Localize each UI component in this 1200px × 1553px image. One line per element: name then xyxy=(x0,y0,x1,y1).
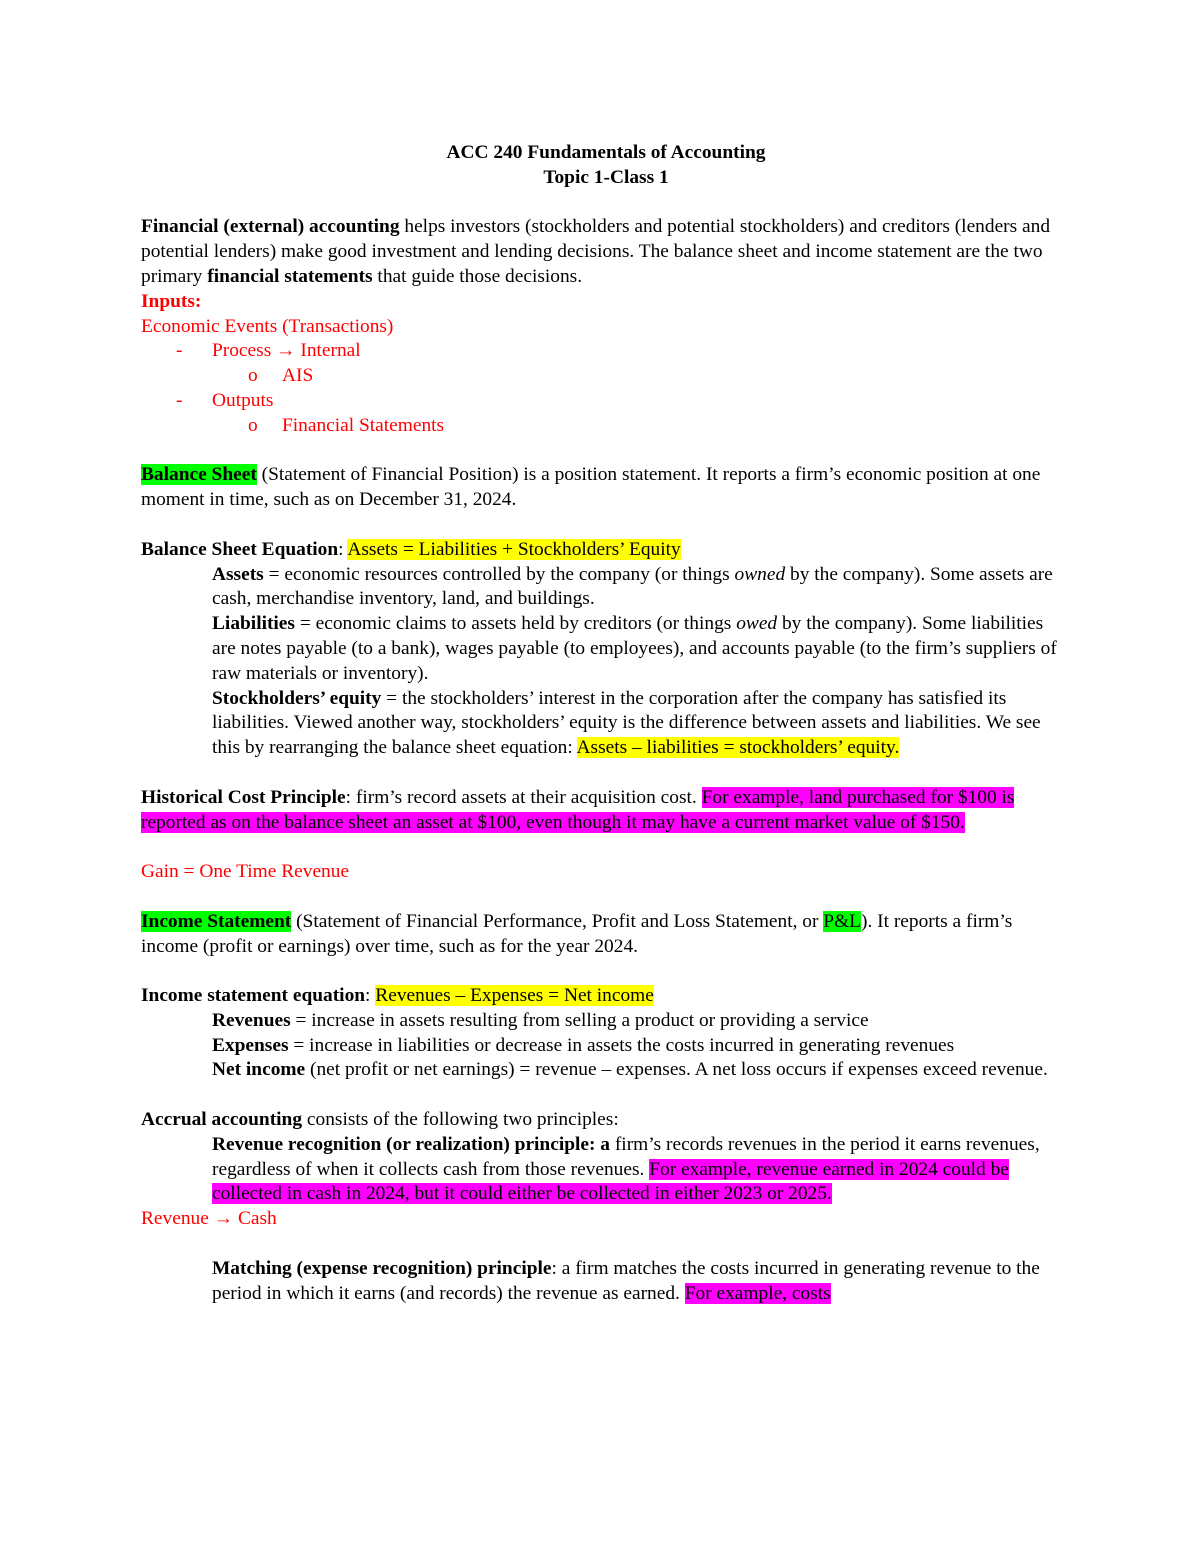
gain-line: Gain = One Time Revenue xyxy=(141,861,350,883)
intro-term-2: financial statements xyxy=(207,265,373,287)
list-item-financial-statements: o Financial Statements xyxy=(141,414,1071,439)
list-item-outputs: - Outputs xyxy=(141,389,1071,414)
list-item-ais: o AIS xyxy=(141,364,1071,389)
revenue-cash-line: Revenue → Cash xyxy=(141,1208,277,1230)
right-arrow-icon: → xyxy=(213,1208,234,1230)
expenses-definition: Expenses = increase in liabilities or decrease in assets the costs incurred in generating revenues xyxy=(212,1034,955,1056)
title-line-2: Topic 1-Class 1 xyxy=(543,166,669,188)
income-statement-term: Income Statement xyxy=(141,910,292,932)
circle-bullet: o xyxy=(248,414,258,436)
bs-equation-line: Balance Sheet Equation: Assets = Liabilities + Stockholders’ Equity xyxy=(141,538,681,560)
is-equation-highlight: Revenues – Expenses = Net income xyxy=(375,985,654,1007)
liabilities-definition: Liabilities = economic claims to assets held by creditors (or things owed by the company). Some liabilities are notes payable (to a bank), wages payable (to employees), and accounts payable (to the firm’s suppliers of raw materials or inventory). xyxy=(212,613,1057,684)
stockholders-equity-definition: Stockholders’ equity = the stockholders’ interest in the corporation after the company has satisfied its liabilities. Viewed another way, stockholders’ equity is the difference between assets and liabilities. We see this by rearranging the balance sheet equation: Assets – liabilities = stockholders’ equity. xyxy=(212,687,1041,759)
document-body xyxy=(141,141,1071,1306)
is-equation-line: Income statement equation: Revenues – Expenses = Net income xyxy=(141,985,654,1007)
circle-bullet: o xyxy=(248,365,258,387)
dash-bullet: - xyxy=(176,389,183,411)
assets-definition: Assets = economic resources controlled by the company (or things owned by the company). Some assets are cash, merchandise inventory, land, and buildings. xyxy=(212,563,1053,610)
right-arrow-icon: → xyxy=(276,340,296,362)
revenues-definition: Revenues = increase in assets resulting from selling a product or providing a service xyxy=(212,1009,869,1031)
net-income-definition: Net income (net profit or net earnings) = revenue – expenses. A net loss occurs if expenses exceed revenue. xyxy=(212,1059,1048,1081)
income-statement-paragraph: Income Statement (Statement of Financial Performance, Profit and Loss Statement, or P&L). It reports a firm’s income (profit or earnings) over time, such as for the year 2024. xyxy=(141,910,1013,957)
revenue-recognition-definition: Revenue recognition (or realization) principle: a firm’s records revenues in the period it earns revenues, regardless of when it collects cash from those revenues. For example, revenue earned in 2024 could be collected in cash in 2024, but it could either be collected in either 2023 or 2025. xyxy=(212,1133,1040,1205)
historical-cost-example: For example, land purchased for $100 is reported as on the balance sheet an asset at $100, even though it may have a current market value of $150. xyxy=(141,786,1015,833)
dash-bullet: - xyxy=(176,340,183,362)
balance-sheet-paragraph: Balance Sheet (Statement of Financial Position) is a position statement. It reports a firm’s economic position at one moment in time, such as on December 31, 2024. xyxy=(141,464,1041,511)
balance-sheet-term: Balance Sheet xyxy=(141,464,257,486)
bs-equation-highlight: Assets = Liabilities + Stockholders’ Equity xyxy=(347,538,681,560)
list-item-process: - Process → Internal xyxy=(141,339,1071,364)
matching-principle-definition: Matching (expense recognition) principle: a firm matches the costs incurred in generating revenue to the period in which it earns (and records) the revenue as earned. For example, costs xyxy=(212,1257,1040,1304)
intro-term: Financial (external) accounting xyxy=(141,216,400,238)
accrual-intro: Accrual accounting consists of the following two principles: xyxy=(141,1109,619,1131)
inputs-events: Economic Events (Transactions) xyxy=(141,315,394,337)
intro-paragraph: Financial (external) accounting helps investors (stockholders and potential stockholders) and creditors (lenders and potential lenders) make good investment and lending decisions. The balance sheet and income statement are the two primary financial statements that guide those decisions. xyxy=(141,216,1051,287)
title-line-1: ACC 240 Fundamentals of Accounting xyxy=(446,142,766,163)
historical-cost-paragraph: Historical Cost Principle: firm’s record assets at their acquisition cost. For example, land purchased for $100 is reported as on the balance sheet an asset at $100, even though it may have a current market value of $150. xyxy=(141,786,1015,833)
inputs-heading: Inputs: xyxy=(141,290,202,312)
